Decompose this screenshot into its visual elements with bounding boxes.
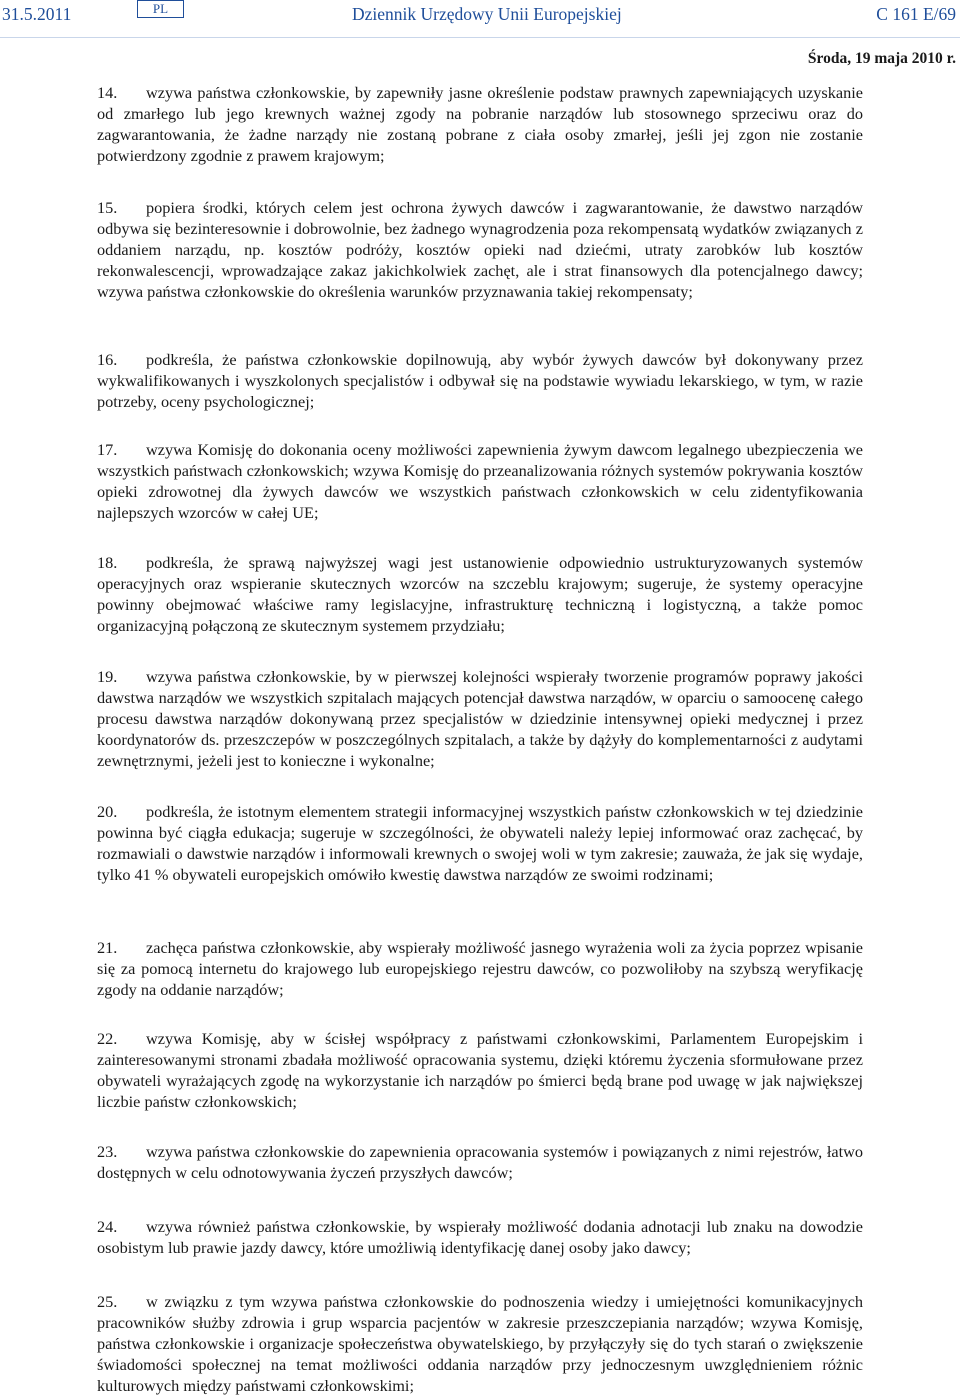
paragraph-text: podkreśla, że sprawą najwyższej wagi jest ustanowienie odpowiednio ustrukturyzowanych systemów operacyjnych oraz wspieranie skutecznych wzorców na szczeblu krajowym; sugeruje, że systemy operacyjne powinny obejmować właściwe ramy legislacyjne, infrastrukturę techniczną i logistyczną, a także pomoc organizacyjną połączoną ze skutecznym systemem przydziału; <box>97 553 863 635</box>
header-divider <box>0 37 960 38</box>
paragraph <box>97 1291 863 1396</box>
paragraph-number: 15. <box>97 198 118 217</box>
paragraph <box>97 1141 863 1183</box>
paragraph-number: 23. <box>97 1142 118 1161</box>
publication-date: 31.5.2011 <box>2 4 72 24</box>
paragraph <box>97 1028 863 1112</box>
paragraph-number: 14. <box>97 83 118 102</box>
paragraph <box>97 82 863 166</box>
paragraph-text: popiera środki, których celem jest ochrona żywych dawców i zagwarantowanie, że dawstwo narządów odbywa się bezinteresownie i dobrowolnie, bez żadnego wynagrodzenia poza rekompensatą wydatków związanych z oddaniem narządu, np. kosztów podróży, kosztów opieki nad dziećmi, utraty zarobków lub kosztów rekonwalescencji, wprowadzające zakaz jakichkolwiek zachęt, ale i strat finansowych dla potencjalnego dawcy; wzywa państwa członkowskie do określenia warunków przyznawania takiej rekompensaty; <box>97 198 863 301</box>
page-reference: C 161 E/69 <box>876 4 956 24</box>
page-header <box>0 0 960 40</box>
paragraph-text: wzywa państwa członkowskie do zapewnienia opracowania systemów i powiązanych z nimi rejestrów, łatwo dostępnych w celu odnotowywania życzeń przyszłych dawców; <box>97 1142 863 1182</box>
paragraph-number: 24. <box>97 1217 118 1236</box>
paragraph <box>97 197 863 302</box>
paragraph-text: wzywa Komisję, aby w ścisłej współpracy z państwami członkowskimi, Parlamentem Europejskim i zainteresowanymi stronami zbadała możliwość opracowania systemu, dzięki któremu życzenia sformułowane przez obywateli wyrażających zgodę na wykorzystanie ich narządów po śmierci będą brane pod uwagę w jak największej liczbie państw członkowskich; <box>97 1029 863 1111</box>
paragraph-text: zachęca państwa członkowskie, aby wspierały możliwość jasnego wyrażenia woli za życia poprzez wpisanie się za pomocą internetu do krajowego lub europejskiego rejestru dawców, co pozwoliłoby na szybszą weryfikację zgody na oddanie narządów; <box>97 938 863 999</box>
paragraph-number: 19. <box>97 667 118 686</box>
journal-title: Dziennik Urzędowy Unii Europejskiej <box>352 4 622 24</box>
paragraph-number: 16. <box>97 350 118 369</box>
paragraph-text: wzywa również państwa członkowskie, by wspierały możliwość dodania adnotacji lub znaku na dowodzie osobistym lub prawie jazdy dawcy, które umożliwią identyfikację danej osoby jako dawcy; <box>97 1217 863 1257</box>
paragraph <box>97 1216 863 1258</box>
paragraph-text: podkreśla, że istotnym elementem strategii informacyjnej wszystkich państw członkowskich w tej dziedzinie powinna być ciągła edukacja; sugeruje w szczególności, że obywateli należy lepiej informować oraz zachęcać, by rozmawiali o dawstwie narządów i informowali krewnych o swojej woli w tym zakresie; zauważa, że jak się wydaje, tylko 41 % obywateli europejskich omówiło kwestię dawstwa narządów ze swoimi rodzinami; <box>97 802 863 884</box>
paragraph <box>97 937 863 1000</box>
paragraph-number: 17. <box>97 440 118 459</box>
paragraph <box>97 801 863 885</box>
paragraph-number: 20. <box>97 802 118 821</box>
paragraph <box>97 552 863 636</box>
paragraph <box>97 439 863 523</box>
session-date: Środa, 19 maja 2010 r. <box>807 50 956 67</box>
paragraph-text: w związku z tym wzywa państwa członkowskie do podnoszenia wiedzy i umiejętności komunikacyjnych pracowników służby zdrowia i grup wsparcia pacjentów w zakresie przeszczepiania narządów; wzywa Komisję, państwa członkowskie i organizacje społeczeństwa obywatelskiego, by przyłączyły się do tych starań o zwiększenie świadomości społecznej na temat możliwości oddania narządów przy jednoczesnym uwzględnieniem różnic kulturowych między państwami członkowskimi; <box>97 1292 863 1395</box>
paragraph-number: 22. <box>97 1029 118 1048</box>
language-badge: PL <box>137 0 184 18</box>
paragraph-number: 18. <box>97 553 118 572</box>
paragraph-number: 21. <box>97 938 118 957</box>
paragraph-text: wzywa Komisję do dokonania oceny możliwości zapewnienia żywym dawcom legalnego ubezpieczenia we wszystkich państwach członkowskich; wzywa Komisję do przeanalizowania różnych systemów pokrywania kosztów opieki zdrowotnej dla żywych dawców we wszystkich państwach członkowskich w celu zidentyfikowania najlepszych wzorców w całej UE; <box>97 440 863 522</box>
paragraph <box>97 666 863 771</box>
paragraph-text: wzywa państwa członkowskie, by w pierwszej kolejności wspierały tworzenie programów poprawy jakości dawstwa narządów we wszystkich szpitalach mających potencjał dawstwa narządów, w oparciu o samoocenę całego procesu dawstwa narządów dokonywaną przez specjalistów w dziedzinie intensywnej opieki medycznej i przez koordynatorów ds. przeszczepów w poszczególnych szpitalach, a także by dążyły do komplementarności z audytami zewnętrznymi, jeżeli jest to konieczne i wykonalne; <box>97 667 863 770</box>
paragraph-number: 25. <box>97 1292 118 1311</box>
paragraph-text: podkreśla, że państwa członkowskie dopilnowują, aby wybór żywych dawców był dokonywany przez wykwalifikowanych i wyszkolonych specjalistów i odbywał się na podstawie wywiadu lekarskiego, w tym, w razie potrzeby, oceny psychologicznej; <box>97 350 863 411</box>
paragraph-text: wzywa państwa członkowskie, by zapewniły jasne określenie podstaw prawnych zapewniających uzyskanie od zmarłego lub jego krewnych ważnej zgody na pobranie narządów lub stosownego sprzeciwu oraz do zagwarantowania, że żadne narządy nie zostaną pobrane z ciała osoby zmarłej, jeśli jej zgon nie zostanie potwierdzony zgodnie z prawem krajowym; <box>97 83 863 165</box>
paragraph <box>97 349 863 412</box>
